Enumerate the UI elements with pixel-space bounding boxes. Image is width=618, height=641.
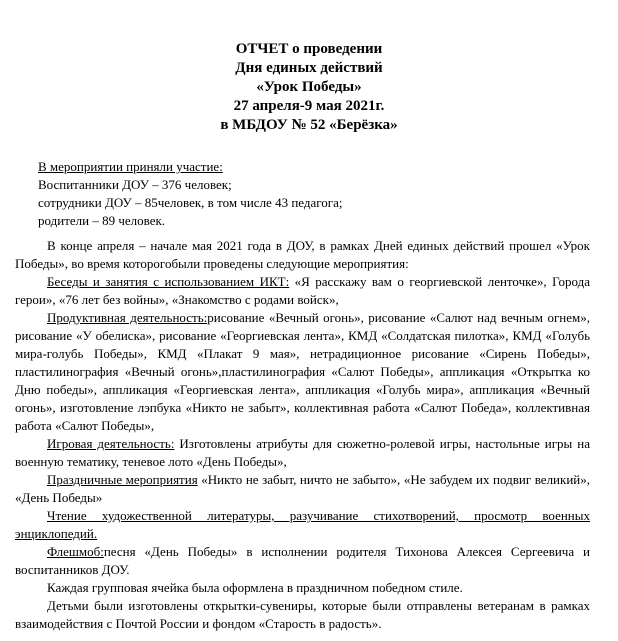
participants-parents: родители – 89 человек. — [38, 213, 166, 228]
report-body — [15, 237, 590, 633]
title-line-5: в МБДОУ № 52 «Берёзка» — [220, 117, 398, 133]
holiday-paragraph — [15, 471, 590, 507]
participants-heading: В мероприятии приняли участие: — [38, 159, 223, 174]
title-line-1: ОТЧЕТ о проведении — [235, 41, 383, 57]
cells-paragraph: Каждая групповая ячейка была оформлена в праздничном победном стиле. — [47, 580, 463, 595]
ikt-text: «Я расскажу вам о георгиевской ленточке», Города герои», «76 лет без войны», «Знакомство с родами войск», — [15, 274, 590, 307]
participants-staff: сотрудники ДОУ – 85человек, в том числе 43 педагога; — [38, 195, 343, 210]
holiday-text: «Никто не забыт, ничто не забыто», «Не забудем их подвиг великий», «День Победы» — [15, 472, 590, 505]
intro-paragraph: В конце апреля – начале мая 2021 года в ДОУ, в рамках Дней единых действий прошел «Урок Победы», во время которогобыли проведены следующие мероприятия: — [15, 238, 590, 271]
reading-label: Чтение художественной литературы, разучивание стихотворений, просмотр военных энциклопедий. — [15, 508, 590, 541]
flashmob-text: песня «День Победы» в исполнении родителя Тихонова Алексея Сергеевича и воспитанников ДОУ. — [15, 544, 590, 577]
postcards-paragraph: Детьми были изготовлены открытки-сувениры, которые были отправлены ветеранам в рамках взаимодействия с Почтой России и фондом «Старость в радость». — [15, 598, 590, 631]
ikt-label: Беседы и занятия с использованием ИКТ: — [47, 274, 290, 289]
participants-children: Воспитанники ДОУ – 376 человек; — [38, 177, 232, 192]
holiday-label: Праздничные мероприятия — [47, 472, 198, 487]
game-text: Изготовлены атрибуты для сюжетно-ролевой игры, настольные игры на военную тематику, теневое лото «День Победы», — [15, 436, 590, 469]
title-line-4: 27 апреля-9 мая 2021г. — [233, 98, 385, 114]
flashmob-label: Флешмоб: — [47, 544, 104, 559]
participants-block — [38, 158, 598, 230]
flashmob-paragraph — [15, 543, 590, 579]
game-label: Игровая деятельность: — [47, 436, 175, 451]
report-title — [0, 40, 618, 135]
reading-paragraph — [15, 507, 590, 543]
title-line-2: Дня единых действий — [235, 60, 383, 76]
ikt-paragraph — [15, 273, 590, 309]
productive-paragraph — [15, 309, 590, 435]
productive-text: рисование «Вечный огонь», рисование «Салют над вечным огнем», рисование «У обелиска», рисование «Георгиевская лента», КМД «Солдатская пилотка», КМД «Голубь мира-голубь Победы», КМД «Плакат 9 мая», нетрадиционное рисование «Сирень Победы», пластилинография «Вечный огонь»,пластилинография «Салют Победы», аппликация «Открытка ко Дню победы», аппликация «Георгиевская лента», аппликация «Голубь мира», аппликация «Вечный огонь», изготовление лэпбука «Никто не забыт», коллективная работа «Салют Победа», коллективная работа «Салют Победы», — [15, 310, 590, 433]
title-line-3: «Урок Победы» — [256, 79, 362, 95]
game-paragraph — [15, 435, 590, 471]
productive-label: Продуктивная деятельность: — [47, 310, 208, 325]
